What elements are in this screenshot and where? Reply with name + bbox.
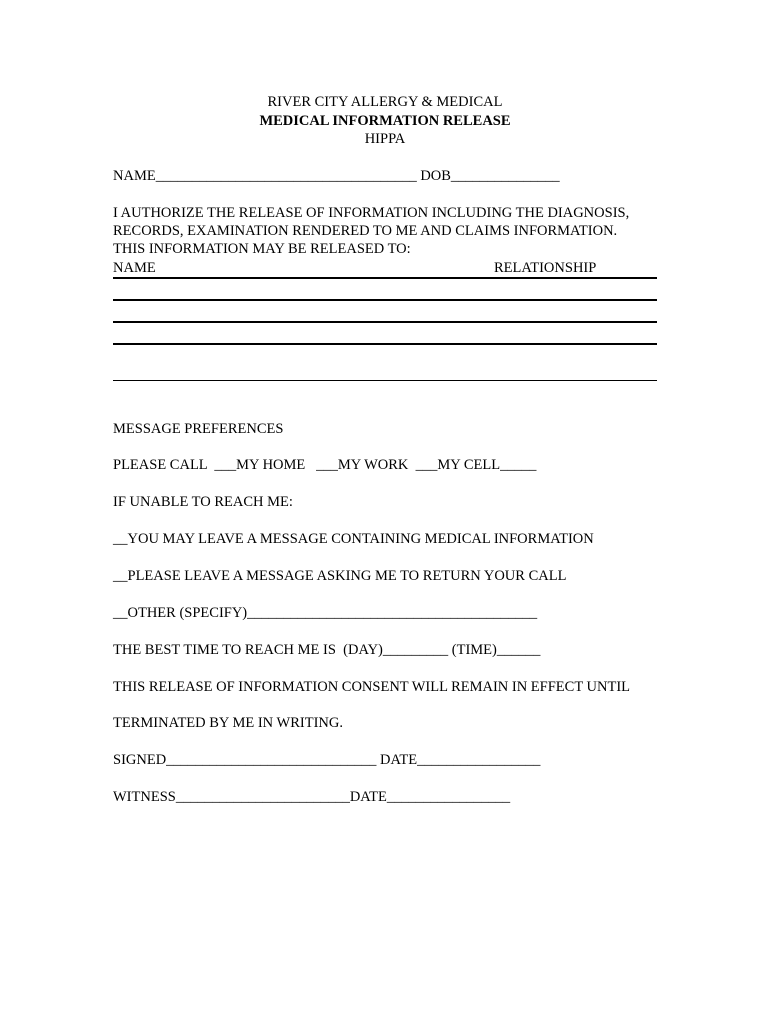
org-name: RIVER CITY ALLERGY & MEDICAL xyxy=(267,94,503,110)
release-blank-line[interactable] xyxy=(113,380,657,381)
release-row-rule-1[interactable] xyxy=(113,277,657,279)
consent-text-line1: THIS RELEASE OF INFORMATION CONSENT WILL REMAIN IN EFFECT UNTIL xyxy=(113,679,631,695)
best-time-field[interactable]: THE BEST TIME TO REACH ME IS (DAY)_________ (TIME)______ xyxy=(113,642,541,658)
consent-text-line2: TERMINATED BY ME IN WRITING. xyxy=(113,715,343,731)
release-name-header: NAME xyxy=(113,260,156,276)
if-unable-label: IF UNABLE TO REACH ME: xyxy=(113,494,293,510)
authorize-text-line3: THIS INFORMATION MAY BE RELEASED TO: xyxy=(113,241,411,257)
authorize-text-line1: I AUTHORIZE THE RELEASE OF INFORMATION INCLUDING THE DIAGNOSIS, xyxy=(113,205,630,221)
authorize-text-line2: RECORDS, EXAMINATION RENDERED TO ME AND CLAIMS INFORMATION. xyxy=(113,223,618,239)
option-return-call[interactable]: __PLEASE LEAVE A MESSAGE ASKING ME TO RETURN YOUR CALL xyxy=(113,568,567,584)
option-leave-medical-message[interactable]: __YOU MAY LEAVE A MESSAGE CONTAINING MEDICAL INFORMATION xyxy=(113,531,594,547)
signed-date-field[interactable]: SIGNED_____________________________ DATE_________________ xyxy=(113,752,541,768)
please-call-options[interactable]: PLEASE CALL ___MY HOME ___MY WORK ___MY CELL_____ xyxy=(113,457,537,473)
release-row-rule-3[interactable] xyxy=(113,321,657,323)
form-subtitle: HIPPA xyxy=(364,131,406,147)
release-row-rule-2[interactable] xyxy=(113,299,657,301)
witness-date-field[interactable]: WITNESS________________________DATE_________________ xyxy=(113,789,511,805)
form-title: MEDICAL INFORMATION RELEASE xyxy=(259,113,511,129)
option-other-specify[interactable]: __OTHER (SPECIFY)________________________________________ xyxy=(113,605,538,621)
message-preferences-heading: MESSAGE PREFERENCES xyxy=(113,421,284,437)
release-relationship-header: RELATIONSHIP xyxy=(494,260,597,276)
name-dob-field[interactable]: NAME____________________________________ DOB_______________ xyxy=(113,168,560,184)
release-row-rule-4[interactable] xyxy=(113,343,657,345)
